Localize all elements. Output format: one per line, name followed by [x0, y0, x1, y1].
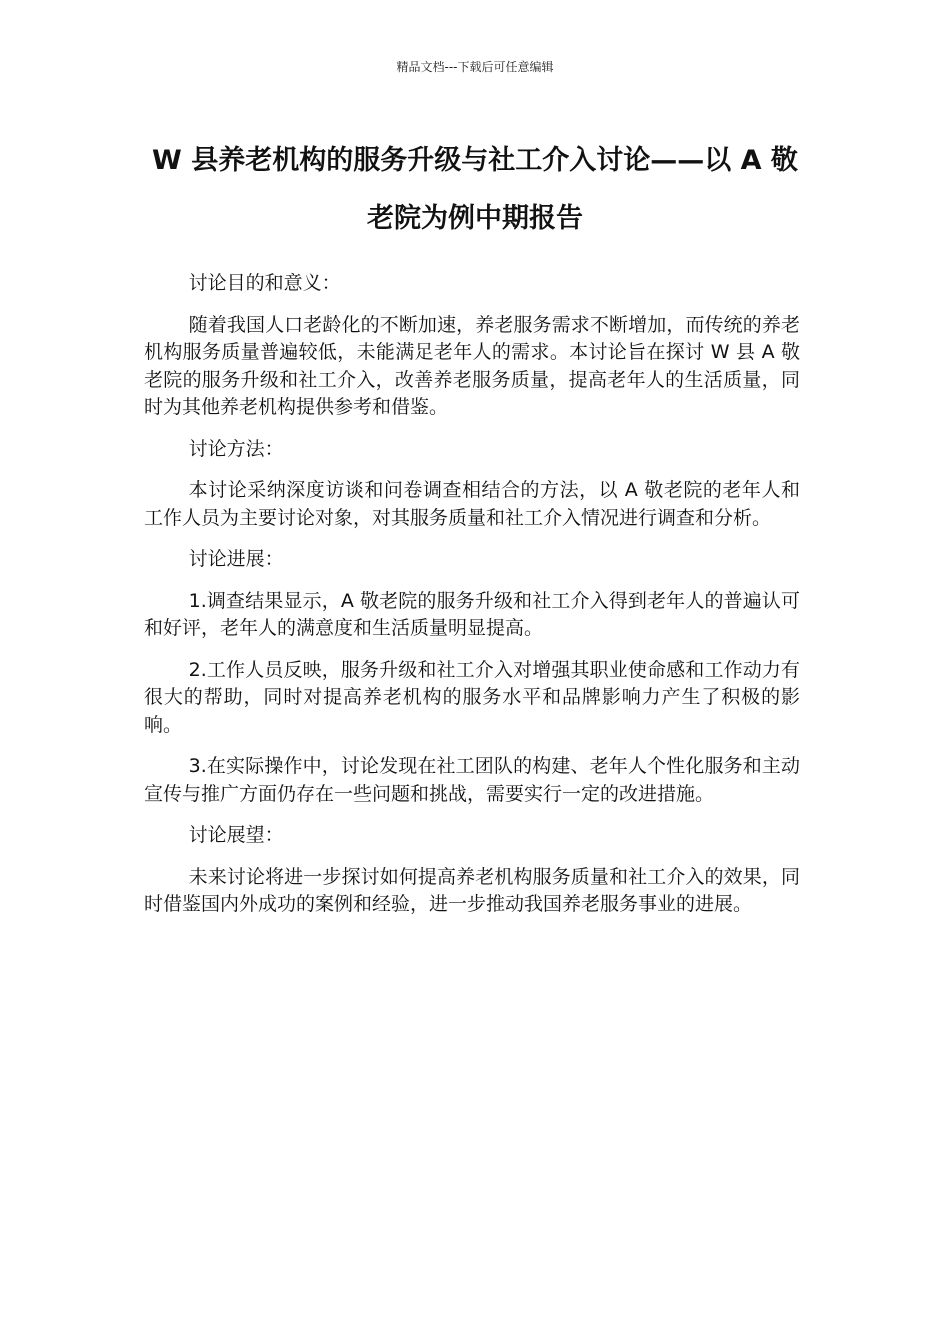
document-title: W 县养老机构的服务升级与社工介入讨论——以 A 敬老院为例中期报告: [152, 145, 798, 234]
progress-item-2: 2.工作人员反映，服务升级和社工介入对增强其职业使命感和工作动力有很大的帮助，同时对提高养老机构的服务水平和品牌影响力产生了积极的影响。: [144, 658, 800, 736]
purpose-paragraph: 随着我国人口老龄化的不断加速，养老服务需求不断增加，而传统的养老机构服务质量普遍较低，未能满足老年人的需求。本讨论旨在探讨 W 县 A 敬老院的服务升级和社工介入，改善养老服务质量，提高老年人的生活质量，同时为其他养老机构提供参考和借鉴。: [144, 313, 800, 418]
outlook-heading: 讨论展望：: [188, 824, 284, 846]
header-note: 精品文档---下载后可任意编辑: [396, 60, 554, 74]
progress-heading: 讨论进展：: [188, 548, 284, 570]
method-paragraph: 本讨论采纳深度访谈和问卷调查相结合的方法，以 A 敬老院的老年人和工作人员为主要讨论对象，对其服务质量和社工介入情况进行调查和分析。: [144, 479, 800, 529]
document-body: [144, 270, 800, 933]
progress-item-1: 1.调查结果显示，A 敬老院的服务升级和社工介入得到老年人的普遍认可和好评，老年人的满意度和生活质量明显提高。: [144, 589, 800, 639]
progress-item-3: 3.在实际操作中，讨论发现在社工团队的构建、老年人个性化服务和主动宣传与推广方面仍存在一些问题和挑战，需要实行一定的改进措施。: [144, 755, 800, 805]
purpose-heading: 讨论目的和意义：: [188, 272, 341, 294]
outlook-paragraph: 未来讨论将进一步探讨如何提高养老机构服务质量和社工介入的效果，同时借鉴国内外成功的案例和经验，进一步推动我国养老服务事业的进展。: [144, 865, 800, 915]
method-heading: 讨论方法：: [188, 437, 284, 460]
